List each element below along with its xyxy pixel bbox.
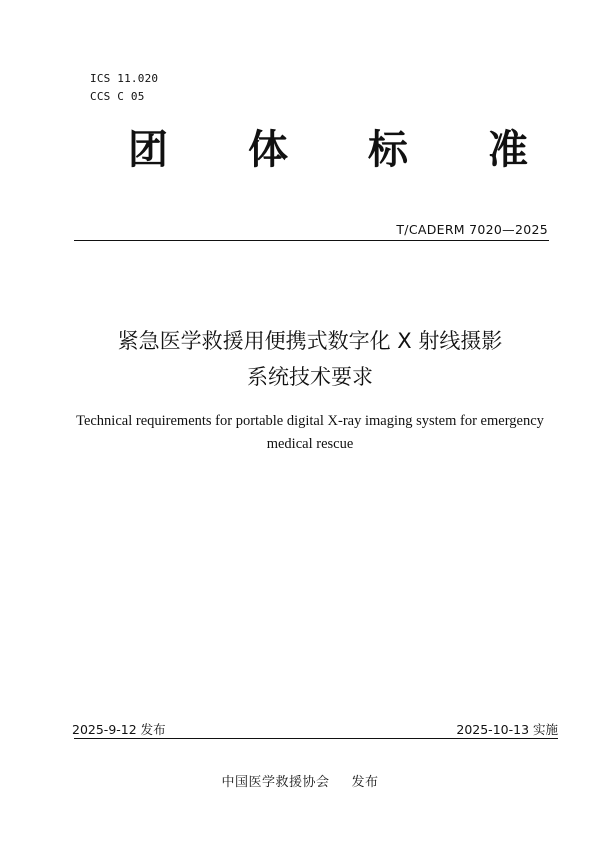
- document-type-heading: [128, 124, 528, 180]
- english-title-line-1: Technical requirements for portable digital X-ray imaging system for emergency: [76, 413, 544, 429]
- bottom-divider: [74, 738, 558, 739]
- implementation-date: 2025-10-13 实施: [456, 722, 558, 737]
- publisher-line: [0, 771, 600, 790]
- top-divider: [74, 240, 549, 241]
- publisher-name: 中国医学救援协会: [221, 775, 330, 790]
- heading-char-4: 准: [488, 127, 528, 173]
- english-title-line-2: medical rescue: [266, 436, 354, 452]
- standard-number: T/CADERM 7020—2025: [396, 222, 548, 237]
- publish-label: 发布: [351, 775, 379, 790]
- issue-date: 2025-9-12 发布: [72, 722, 166, 737]
- heading-char-1: 团: [128, 127, 168, 173]
- ccs-code: CCS C 05: [90, 90, 145, 103]
- chinese-title-line-1: 紧急医学救援用便携式数字化 X 射线摄影: [117, 329, 503, 353]
- ics-code: ICS 11.020: [90, 72, 159, 85]
- heading-char-2: 体: [248, 127, 288, 173]
- chinese-title-line-2: 系统技术要求: [247, 365, 373, 389]
- heading-char-3: 标: [368, 127, 408, 173]
